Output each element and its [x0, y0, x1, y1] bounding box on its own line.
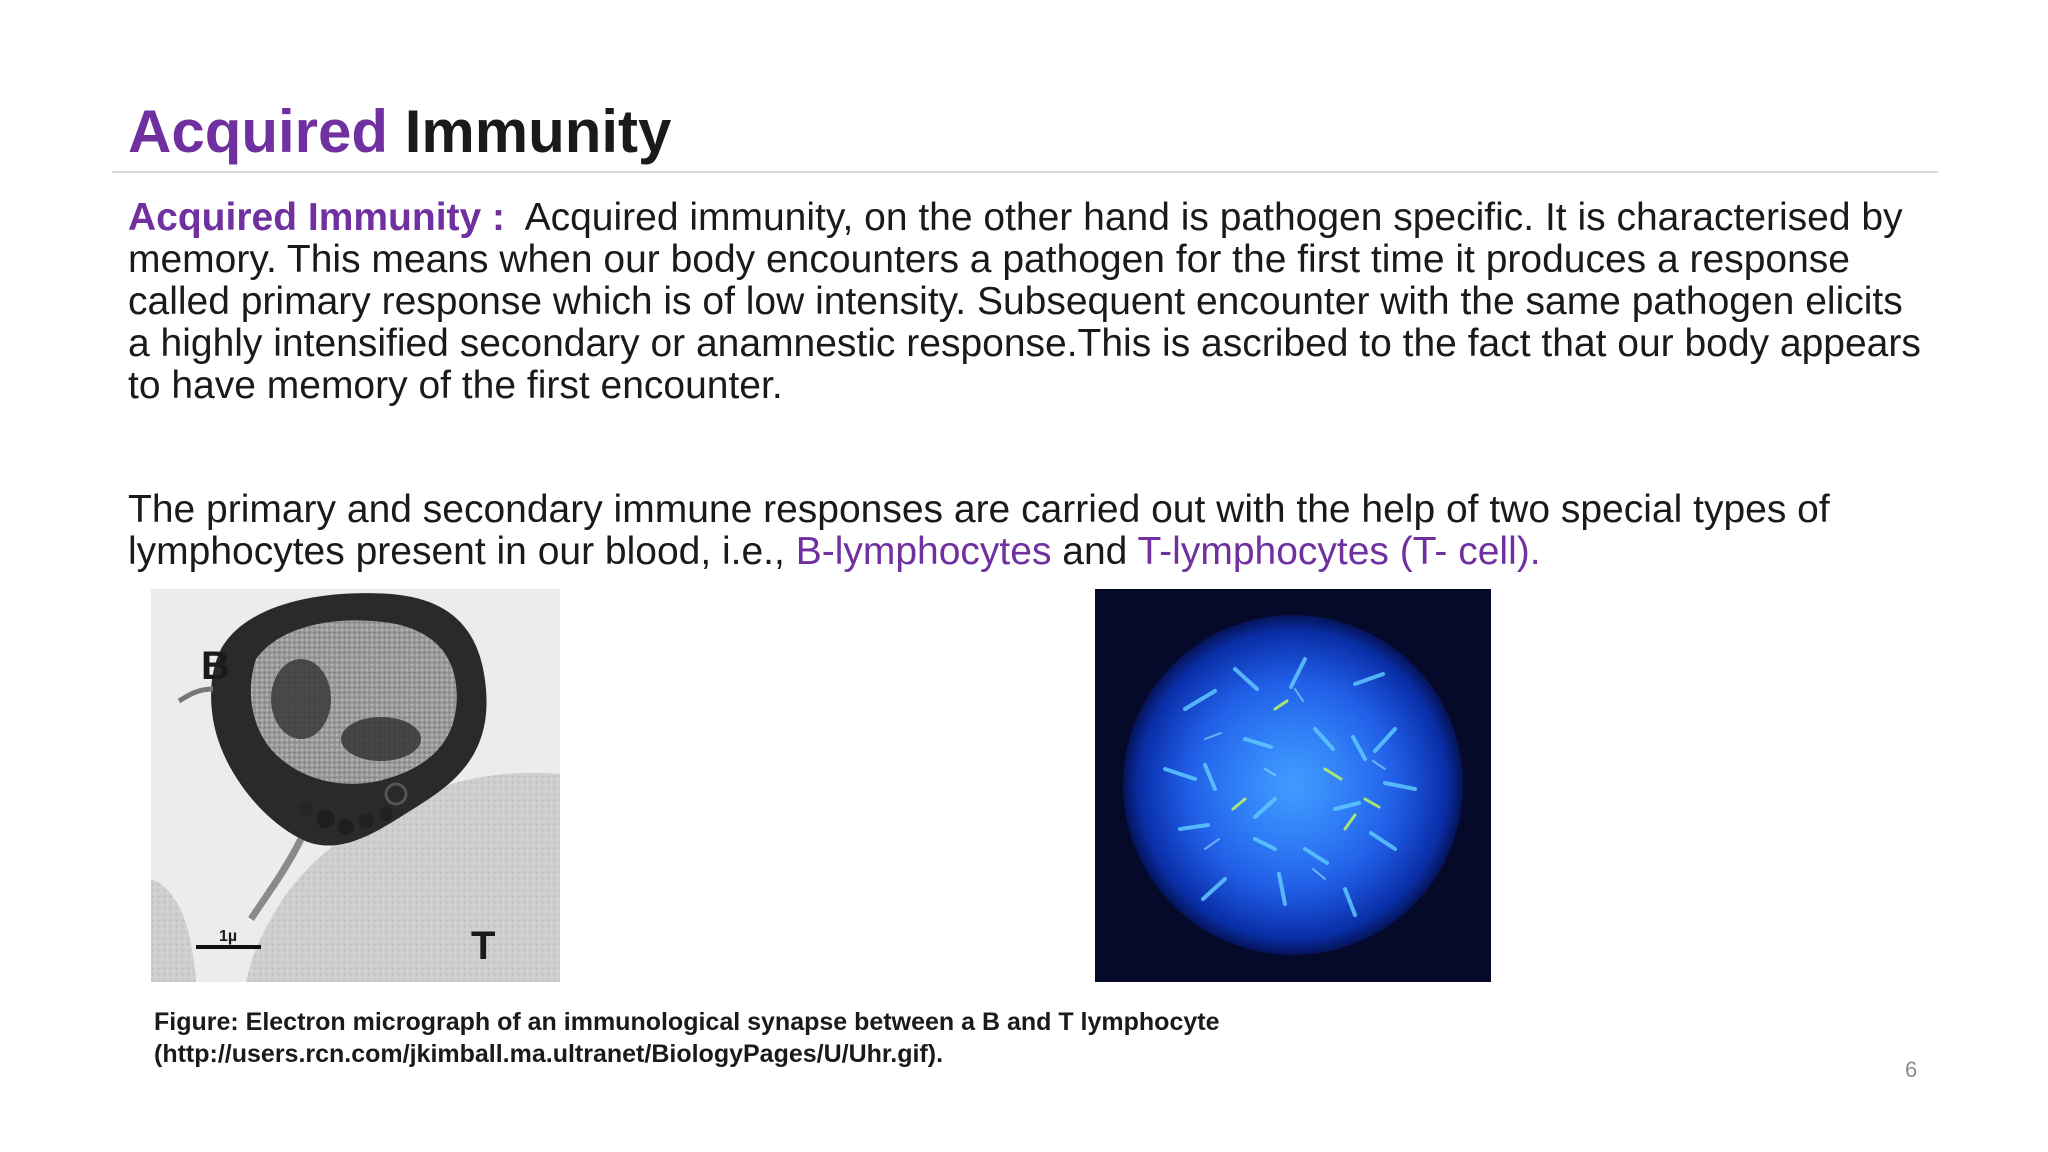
b-lymphocytes-term: B-lymphocytes	[795, 530, 1052, 573]
label-b: B	[201, 644, 230, 688]
scale-label: 1µ	[219, 928, 238, 945]
paragraph2-and: and	[1062, 530, 1128, 573]
paragraph-lead: Acquired Immunity :	[128, 196, 506, 239]
caption-line2: (http://users.rcn.com/jkimball.ma.ultranet/BiologyPages/U/Uhr.gif).	[154, 1040, 944, 1068]
electron-micrograph-drawing	[151, 589, 560, 982]
t-cell-drawing	[1095, 589, 1491, 982]
slide-title	[128, 92, 671, 172]
paragraph-body: Acquired immunity, on the other hand is pathogen specific. It is characterised by memory. This means when our body encounters a pathogen for the first time it produces a response called primary response which is of low intensity. Subsequent encounter with the same pathogen elicits a highly intensified secondary or anamnestic response.This is ascribed to the fact that our body appears to have memory of the first encounter.	[128, 196, 1921, 407]
paragraph-immune-responses	[128, 489, 1928, 573]
paragraph2-body: The primary and secondary immune responses are carried out with the help of two special types of lymphocytes present in our blood, i.e.,	[128, 488, 1830, 573]
caption-line1: Figure: Electron micrograph of an immunological synapse between a B and T lymphocyte	[154, 1008, 1220, 1036]
title-rest: Immunity	[404, 98, 672, 165]
paragraph-acquired-immunity	[128, 197, 1928, 407]
title-accent: Acquired	[128, 98, 389, 165]
t-lymphocytes-term: T-lymphocytes (T- cell).	[1137, 530, 1541, 573]
t-cell-image	[1095, 589, 1491, 982]
title-divider	[112, 171, 1938, 173]
electron-micrograph-image	[151, 589, 560, 982]
page-number: 6	[1905, 1057, 1918, 1082]
figure-caption	[154, 1006, 1219, 1070]
label-t: T	[471, 924, 496, 968]
